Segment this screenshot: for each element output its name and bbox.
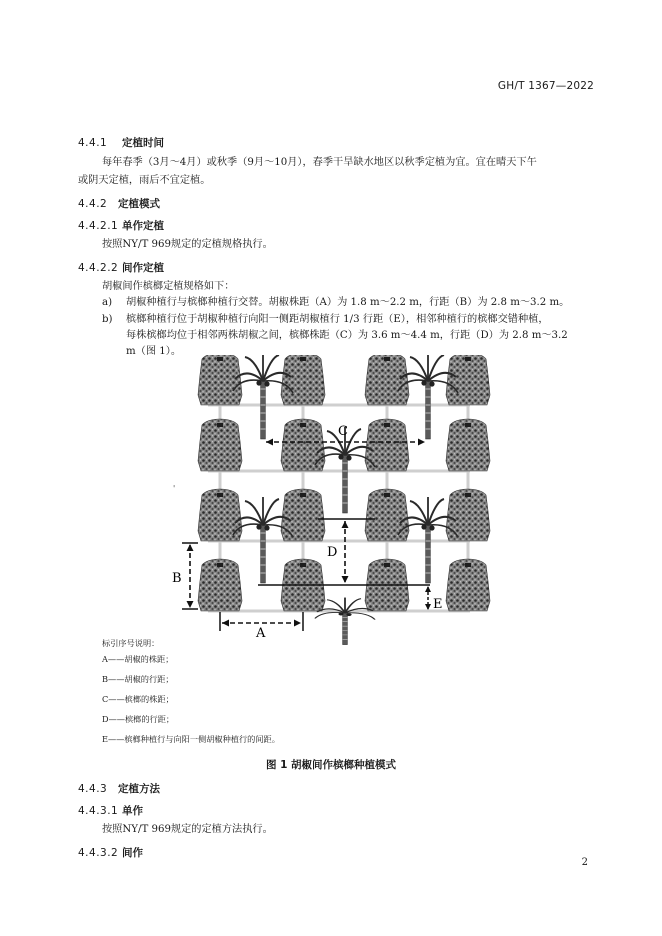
dimension-b bbox=[182, 543, 198, 609]
page-number: 2 bbox=[581, 857, 588, 868]
paragraph-line: 按照NY/T 969规定的定植方法执行。 bbox=[102, 824, 273, 835]
legend-item: C——槟榔的株距； bbox=[102, 694, 174, 704]
heading-4-4-3-2 bbox=[78, 845, 143, 860]
section-title: 定植时间 bbox=[122, 137, 164, 149]
legend-item: B——胡椒的行距； bbox=[102, 674, 174, 684]
section-number: 4.4.2.2 bbox=[78, 262, 119, 274]
label-d: D bbox=[327, 545, 338, 560]
heading-4-4-2-1 bbox=[78, 218, 164, 233]
label-e: E bbox=[433, 597, 443, 612]
paragraph-line: 按照NY/T 969规定的定植规格执行。 bbox=[102, 239, 273, 250]
heading-4-4-3 bbox=[78, 781, 160, 796]
heading-4-4-1 bbox=[78, 135, 164, 150]
planting-pattern-figure bbox=[160, 355, 510, 645]
paragraph-line: 每年春季（3月～4月）或秋季（9月～10月），春季干旱缺水地区以秋季定植为宜。宜在晴天下午 bbox=[102, 157, 537, 168]
list-marker: b) bbox=[102, 314, 113, 325]
section-number: 4.4.1 bbox=[78, 137, 108, 149]
legend-item: D——槟榔的行距； bbox=[102, 714, 175, 724]
list-item-line: 胡椒种植行与槟榔种植行交替。胡椒株距（A）为 1.8 m～2.2 m，行距（B）为 2.8 m～3.2 m。 bbox=[126, 297, 570, 308]
list-item-line: m（图 1）。 bbox=[126, 346, 182, 357]
areca-palms bbox=[233, 355, 458, 645]
list-item-line: 每株槟榔均位于相邻两株胡椒之间，槟榔株距（C）为 3.6 m～4.4 m，行距（D）为 2.8 m～3.2 bbox=[126, 330, 568, 341]
section-title: 间作 bbox=[122, 847, 143, 859]
legend-item: E——槟榔种植行与向阳一侧胡椒种植行的间距。 bbox=[102, 734, 280, 744]
section-title: 单作 bbox=[122, 805, 143, 817]
heading-4-4-3-1 bbox=[78, 803, 143, 818]
paragraph-line: 胡椒间作槟榔定植规格如下： bbox=[102, 281, 235, 292]
section-number: 4.4.2.1 bbox=[78, 220, 119, 232]
section-title: 单作定植 bbox=[122, 220, 164, 232]
paragraph-line: 或阴天定植，雨后不宜定植。 bbox=[78, 175, 211, 186]
dimension-e bbox=[425, 586, 431, 610]
label-c: C bbox=[338, 424, 348, 439]
section-number: 4.4.3.1 bbox=[78, 805, 119, 817]
section-number: 4.4.2 bbox=[78, 198, 108, 210]
label-b: B bbox=[172, 571, 182, 586]
heading-4-4-2-2 bbox=[78, 260, 164, 275]
section-title: 定植模式 bbox=[118, 198, 160, 210]
figure-caption: 图 1 胡椒间作槟榔种植模式 bbox=[265, 759, 397, 771]
label-a: A bbox=[256, 626, 266, 641]
section-title: 间作定植 bbox=[122, 262, 164, 274]
heading-4-4-2 bbox=[78, 196, 160, 211]
legend-title: 标引序号说明： bbox=[102, 638, 160, 648]
section-title: 定植方法 bbox=[118, 783, 160, 795]
section-number: 4.4.3 bbox=[78, 783, 108, 795]
standard-code: GH/T 1367—2022 bbox=[497, 80, 594, 92]
stray-mark: ' bbox=[173, 484, 176, 493]
list-marker: a) bbox=[102, 297, 113, 308]
legend-item: A——胡椒的株距； bbox=[102, 654, 174, 664]
section-number: 4.4.3.2 bbox=[78, 847, 119, 859]
list-item-line: 槟榔种植行位于胡椒种植行向阳一侧距胡椒植行 1/3 行距（E），相邻种植行的槟榔交错种植， bbox=[126, 314, 549, 325]
